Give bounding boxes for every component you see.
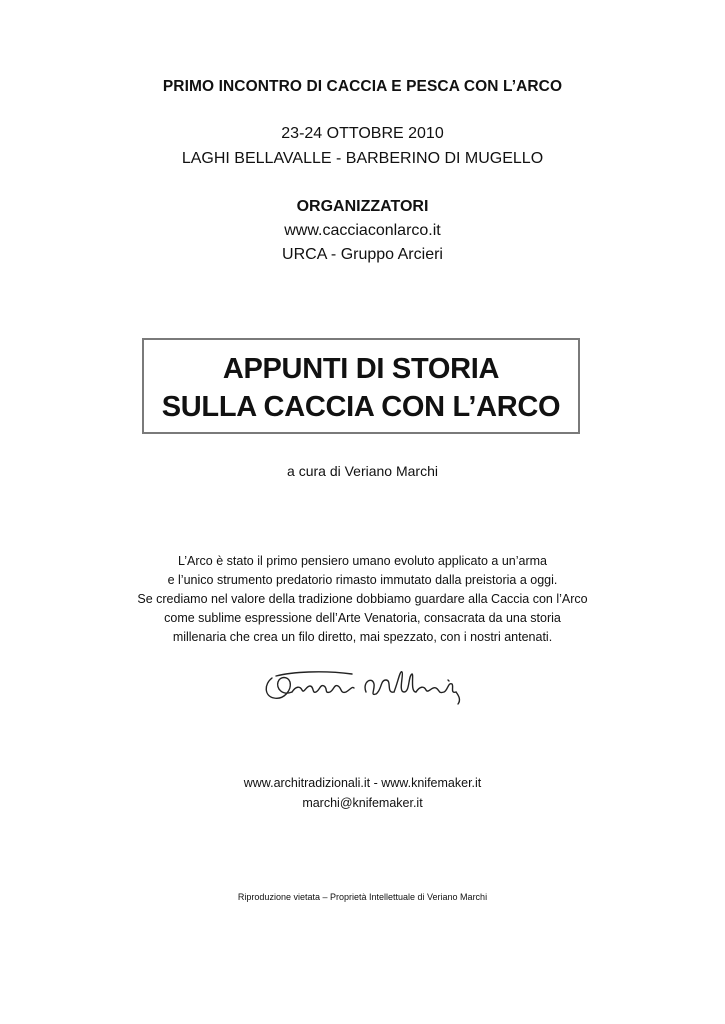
organizers-group: URCA - Gruppo Arcieri (282, 246, 443, 263)
event-venue: LAGHI BELLAVALLE - BARBERINO DI MUGELLO (181, 150, 544, 167)
organizers-website: www.cacciaconlarco.it (284, 222, 441, 239)
intro-line-2: e l’unico strumento predatorio rimasto immutato dalla preistoria a oggi. (167, 573, 558, 587)
event-date: 23-24 OTTOBRE 2010 (281, 125, 444, 142)
intro-line-1: L’Arco è stato il primo pensiero umano evoluto applicato a un’arma (178, 554, 547, 568)
copyright-note: Riproduzione vietata – Proprietà Intellettuale di Veriano Marchi (237, 892, 488, 902)
curator-credit: a cura di Veriano Marchi (287, 463, 438, 479)
intro-line-4: come sublime espressione dell’Arte Venatoria, consacrata da una storia (164, 611, 561, 625)
handwritten-signature (262, 662, 467, 710)
contact-email: marchi@knifemaker.it (302, 796, 423, 810)
intro-line-3: Se crediamo nel valore della tradizione dobbiamo guardare alla Caccia con l’Arco (137, 592, 588, 606)
intro-paragraph (0, 552, 725, 647)
organizers-heading: ORGANIZZATORI (296, 198, 429, 215)
main-title-line-2: SULLA CACCIA CON L’ARCO (161, 391, 561, 423)
main-title-line-1: APPUNTI DI STORIA (222, 353, 500, 385)
contact-links: www.architradizionali.it - www.knifemaker.it (243, 776, 482, 790)
event-title: PRIMO INCONTRO DI CACCIA E PESCA CON L’ARCO (162, 78, 563, 95)
main-title-box (142, 338, 580, 434)
intro-line-5: millenaria che crea un filo diretto, mai spezzato, con i nostri antenati. (172, 630, 553, 644)
